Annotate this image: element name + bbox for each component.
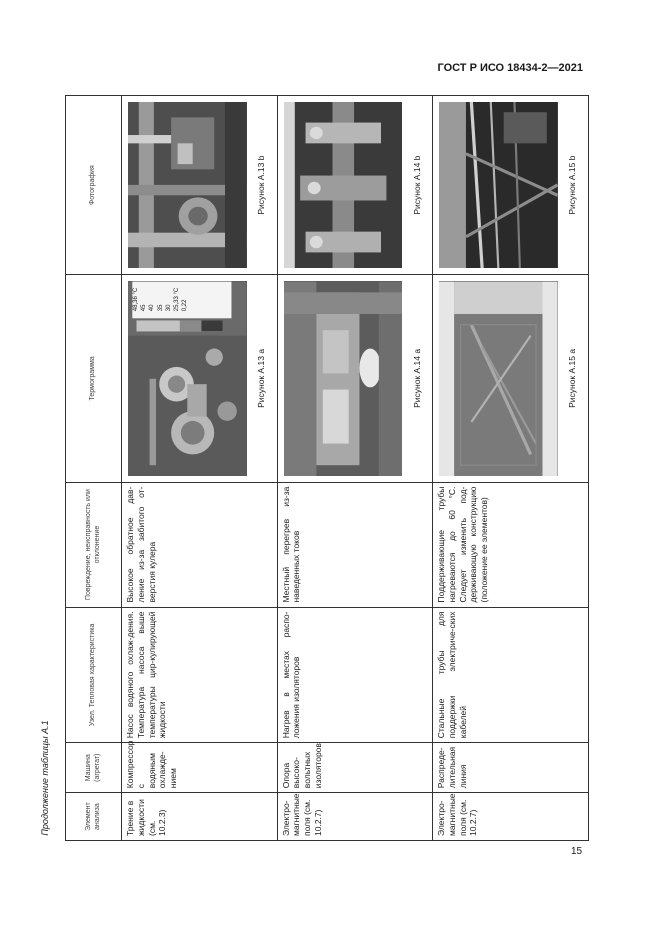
- element-cell: Электро-магнитные поля (см. 10.2.7): [277, 793, 433, 841]
- photo-image: [439, 102, 558, 268]
- photo-cell: [122, 96, 278, 275]
- table-header-row: [66, 96, 122, 841]
- thermogram-cell: [277, 275, 433, 482]
- col-header: Фотография: [66, 96, 122, 275]
- scale-label: 0,22: [181, 299, 188, 312]
- node-cell: Стальные трубы для поддержки электриче-ских кабелей: [433, 607, 589, 743]
- table-row: [433, 96, 589, 841]
- thermogram-cell: [433, 275, 589, 482]
- thermogram-image: [284, 281, 403, 475]
- figure-caption: Рисунок А.15 b: [567, 155, 578, 215]
- col-header: Машина (агрегат): [66, 743, 122, 793]
- scale-label: 45: [141, 304, 148, 312]
- element-cell: Трение в жидкости (см. 10.2.3): [122, 793, 278, 841]
- node-cell: Нагрев в местах распо-ложения изоляторов: [277, 607, 433, 743]
- photo-cell: [277, 96, 433, 275]
- thermogram-cell: [122, 275, 278, 482]
- figure-caption: Рисунок А.13 а: [256, 348, 267, 408]
- node-cell: Насос водяного охлаж-дения. Температура насоса выше температуры цир-кулирующей жидкости: [122, 607, 278, 743]
- analysis-table: [65, 95, 589, 841]
- scale-label: 35: [157, 304, 164, 312]
- col-header: Элемент анализа: [66, 793, 122, 841]
- fault-cell: Местный перегрев из-за наведенных токов: [277, 482, 433, 607]
- figure-caption: Рисунок А.14 а: [411, 348, 422, 408]
- machine-cell: Компрессор с водяным охлажде-нием: [122, 743, 278, 793]
- photo-cell: [433, 96, 589, 275]
- figure-caption: Рисунок А.13 b: [256, 155, 267, 215]
- figure-caption: Рисунок А.14 b: [411, 155, 422, 215]
- page-number: 15: [571, 846, 583, 857]
- element-cell: Электро-магнитные поля (см. 10.2.7): [433, 793, 589, 841]
- fault-cell: Поддерживающие трубы нагреваются до 60 °С. Следует изменить под-держивающую конструкцию (положение ее элементов): [433, 482, 589, 607]
- fault-cell: Высокое обратное дав-ление из-за забитого от-верстия кулера: [122, 482, 278, 607]
- table-caption: [37, 708, 53, 848]
- table-area: [65, 95, 589, 841]
- thermogram-scale: [132, 283, 189, 311]
- thermogram-image: [128, 281, 247, 475]
- scale-label: 40: [149, 304, 156, 312]
- col-header: Термограмма: [66, 275, 122, 482]
- table-row: [122, 96, 278, 841]
- table-row: [277, 96, 433, 841]
- thermogram-image: [439, 281, 558, 475]
- table-caption-text: Продолжение таблицы А.1: [40, 720, 50, 836]
- col-header: Узел. Тепловая характеристика: [66, 607, 122, 743]
- scale-label: 30: [165, 304, 172, 312]
- col-header: Повреждение, неисправность или отклонение: [66, 482, 122, 607]
- scale-label: 48,36 °C: [133, 287, 140, 312]
- scale-label: 25,33 °C: [173, 287, 180, 312]
- photo-image: [284, 102, 403, 268]
- machine-cell: Опора высоко-вольтных изоляторов: [277, 743, 433, 793]
- standard-header: ГОСТ Р ИСО 18434-2—2021: [437, 62, 583, 74]
- machine-cell: Распреде-лительная линия: [433, 743, 589, 793]
- photo-image: [128, 102, 247, 268]
- figure-caption: Рисунок А.15 а: [567, 348, 578, 408]
